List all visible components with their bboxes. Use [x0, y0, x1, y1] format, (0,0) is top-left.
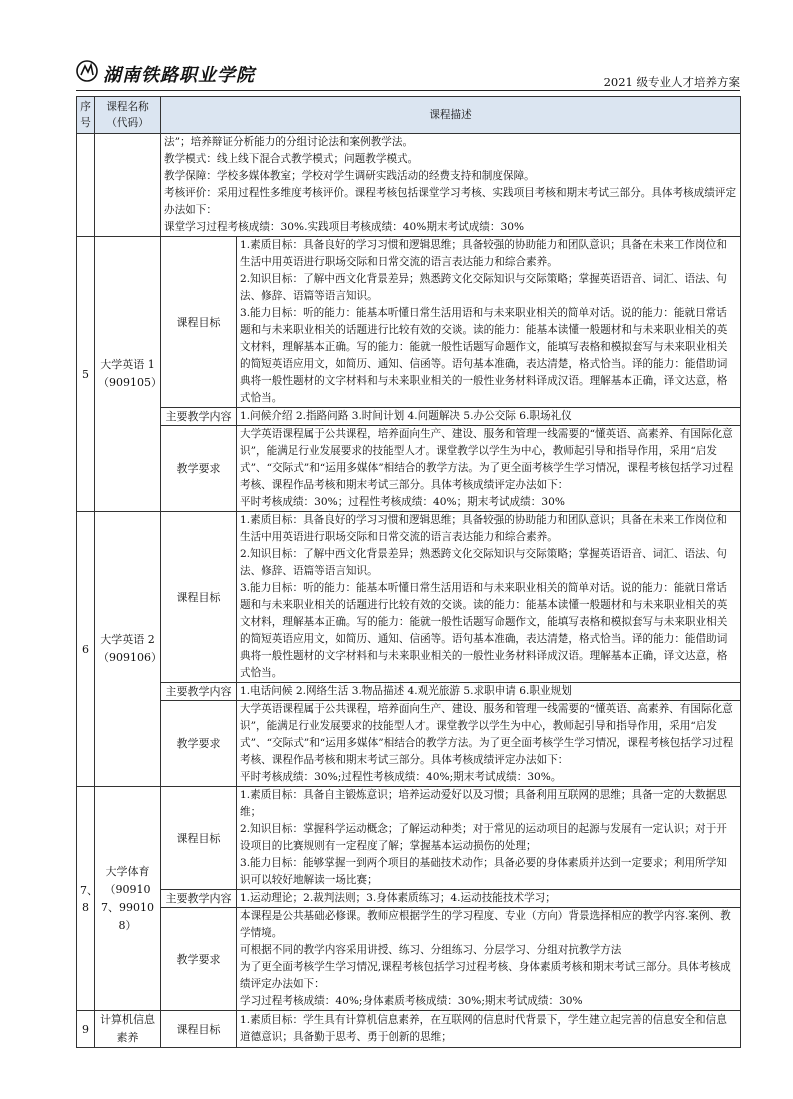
course-no: 7、8: [77, 787, 95, 1011]
desc-line: 1.素质目标：具备自主锻炼意识；培养运动爱好以及习惯；具备利用互联网的思维；具备一定的大数据思维；: [240, 789, 727, 818]
row-label: 课程目标: [161, 787, 237, 890]
header-no: 序号: [77, 97, 95, 134]
row-desc: [237, 237, 741, 408]
continuation-desc: [161, 134, 741, 237]
continuation-no: [77, 134, 95, 237]
row-label: 课程目标: [161, 237, 237, 408]
course-name: 大学英语 2: [100, 633, 155, 646]
desc-line: 大学英语课程属于公共课程，培养面向生产、建设、服务和管理一线需要的“懂英语、高素养、有国际化意识”，能满足行业发展要求的技能型人才。课堂教学以学生为中心，教师起引导和指导作用，采用“启发式”、“交际式”和“运用多媒体”相结合的教学方法。为了更全面考核学生学习情况，课程考核包括学习过程考核、课程作品考核和期末考试三部分。具体考核成绩评定办法如下：: [240, 428, 734, 491]
row-label: 教学要求: [161, 701, 237, 787]
row-desc: [237, 701, 741, 787]
desc-line: 教学模式：线上线下混合式教学模式；问题教学模式。: [164, 153, 419, 165]
row-desc: [237, 408, 741, 426]
desc-line: 3.能力目标：听的能力：能基本听懂日常生活用语和与未来职业相关的简单对话。说的能力：能就日常话题和与未来职业相关的话题进行比较有效的交谈。读的能力：能基本读懂一般题材和与未来职业相关的英文材料，理解基本正确。写的能力：能就一般性话题写命题作文，能填写表格和模拟套写与未来职业相关的简短英语应用文，如简历、通知、信函等。语句基本准确，表达清楚，格式恰当。译的能力：能借助词典将一般性题材的文字材料和与未来职业相关的一般性业务材料译成汉语。理解基本正确，译文达意，格式恰当。: [240, 307, 728, 404]
course-name-cell: [95, 1011, 161, 1048]
table-row: [77, 908, 741, 1011]
table-row: [77, 237, 741, 408]
course-code: （909107、990108）: [101, 882, 154, 932]
row-desc: [237, 512, 741, 683]
course-table: [76, 96, 741, 1048]
course-name: 大学英语 1: [100, 358, 155, 371]
table-row: [77, 408, 741, 426]
desc-line: 本课程是公共基础必修课。教师应根据学生的学习程度、专业（方向）背景选择相应的教学内容.案例、教学情境。: [240, 910, 731, 939]
desc-line: 课堂学习过程考核成绩：30%.实践项目考核成绩：40%期末考试成绩：30%: [164, 221, 525, 233]
table-row: [77, 426, 741, 512]
table-row: [77, 787, 741, 890]
row-label: 教学要求: [161, 426, 237, 512]
row-label: 主要教学内容: [161, 683, 237, 701]
desc-line: 可根据不同的教学内容采用讲授、练习、分组练习、分层学习、分组对抗教学方法: [240, 944, 622, 956]
continuation-course: [95, 134, 161, 237]
continuation-row: [77, 134, 741, 237]
school-logo-icon: [76, 60, 98, 82]
table-row: [77, 683, 741, 701]
page-header: [76, 60, 740, 90]
course-name-cell: [95, 787, 161, 1011]
desc-line: 1.运动理论；2.裁判法则；3.身体素质练习；4.运动技能技术学习；: [240, 892, 556, 904]
row-label: 课程目标: [161, 512, 237, 683]
desc-line: 平时考核成绩：30%;过程性考核成绩：40%;期末考试成绩：30%。: [240, 771, 562, 783]
table-row: [77, 512, 741, 683]
row-desc: [237, 426, 741, 512]
row-desc: [237, 890, 741, 908]
course-name: 计算机信息素养: [100, 1013, 155, 1044]
course-code: （909106）: [98, 651, 162, 664]
desc-line: 教学保障：学校多媒体教室；学校对学生调研实践活动的经费支持和制度保障。: [164, 170, 535, 182]
course-name-cell: [95, 237, 161, 512]
row-label: 主要教学内容: [161, 890, 237, 908]
row-desc: [237, 908, 741, 1011]
desc-line: 3.能力目标：听的能力：能基本听懂日常生活用语和与未来职业相关的简单对话。说的能力：能就日常话题和与未来职业相关的话题进行比较有效的交谈。读的能力：能基本读懂一般题材和与未来职业相关的英文材料，理解基本正确。写的能力：能就一般性话题写命题作文，能填写表格和模拟套写与未来职业相关的简短英语应用文，如简历、通知、信函等。语句基本准确，表达清楚，格式恰当。译的能力：能借助词典将一般性题材的文字材料和与未来职业相关的一般性业务材料译成汉语。理解基本正确，译文达意，格式恰当。: [240, 582, 728, 679]
table-row: [77, 890, 741, 908]
desc-line: 平时考核成绩：30%；过程性考核成绩：40%；期末考试成绩：30%: [240, 496, 565, 508]
desc-line: 法”；培养辩证分析能力的分组讨论法和案例教学法。: [164, 136, 414, 148]
desc-line: 学习过程考核成绩：40%;身体素质考核成绩：30%;期末考试成绩：30%: [240, 995, 583, 1007]
course-code: （909105）: [98, 376, 162, 389]
desc-line: 1.素质目标：学生具有计算机信息素养，在互联网的信息时代背景下，学生建立起完善的信息安全和信息道德意识；具备勤于思考、勇于创新的思维；: [240, 1014, 727, 1043]
desc-line: 3.能力目标：能够掌握一到两个项目的基础技术动作；具备必要的身体素质并达到一定要求；利用所学知识可以较好地解读一场比赛；: [240, 857, 727, 886]
table-header-row: [77, 97, 741, 134]
course-no: 9: [77, 1011, 95, 1048]
row-label: 主要教学内容: [161, 408, 237, 426]
row-desc: [237, 683, 741, 701]
row-desc: [237, 1011, 741, 1048]
desc-line: 1.素质目标：具备良好的学习习惯和逻辑思维；具备较强的协助能力和团队意识；具备在未来工作岗位和生活中用英语进行职场交际和日常交流的语言表达能力和综合素养。: [240, 514, 727, 543]
header-divider: [76, 90, 740, 91]
course-name: 大学体育: [105, 864, 150, 878]
course-no: 5: [77, 237, 95, 512]
row-label: 课程目标: [161, 1011, 237, 1048]
desc-line: 为了更全面考核学生学习情况,课程考核包括学习过程考核、身体素质考核和期末考试三部分。具体考核成绩评定办法如下：: [240, 961, 731, 990]
desc-line: 大学英语课程属于公共课程，培养面向生产、建设、服务和管理一线需要的“懂英语、高素养、有国际化意识”，能满足行业发展要求的技能型人才。课堂教学以学生为中心，教师起引导和指导作用，采用“启发式”、“交际式”和“运用多媒体”相结合的教学方法。为了更全面考核学生学习情况，课程考核包括学习过程考核、课程作品考核和期末考试三部分。具体考核成绩评定办法如下：: [240, 703, 734, 766]
document-title: 2021 级专业人才培养方案: [603, 75, 740, 89]
course-name-cell: [95, 512, 161, 787]
desc-line: 1.素质目标：具备良好的学习习惯和逻辑思维；具备较强的协助能力和团队意识；具备在未来工作岗位和生活中用英语进行职场交际和日常交流的语言表达能力和综合素养。: [240, 239, 727, 268]
desc-line: 2.知识目标：了解中西文化背景差异；熟悉跨文化交际知识与交际策略；掌握英语语音、词汇、语法、句法、修辞、语篇等语言知识。: [240, 273, 727, 302]
desc-line: 2.知识目标：了解中西文化背景差异；熟悉跨文化交际知识与交际策略；掌握英语语音、词汇、语法、句法、修辞、语篇等语言知识。: [240, 548, 727, 577]
desc-line: 1.问候介绍 2.指路问路 3.时间计划 4.问题解决 5.办公交际 6.职场礼仪: [240, 410, 572, 422]
school-name: 湖南铁路职业学院: [103, 65, 255, 86]
header-desc: 课程描述: [161, 97, 741, 134]
row-label: 教学要求: [161, 908, 237, 1011]
course-no: 6: [77, 512, 95, 787]
desc-line: 1.电话问候 2.网络生活 3.物品描述 4.观光旅游 5.求职申请 6.职业规划: [240, 685, 572, 697]
table-row: [77, 701, 741, 787]
header-course: 课程名称（代码）: [95, 97, 161, 134]
table-row: [77, 1011, 741, 1048]
desc-line: 2.知识目标：掌握科学运动概念；了解运动种类；对于常见的运动项目的起源与发展有一定认识；对于开设项目的比赛规则有一定程度了解；掌握基本运动损伤的处理；: [240, 823, 727, 852]
desc-line: 考核评价：采用过程性多维度考核评价。课程考核包括课堂学习考核、实践项目考核和期末考试三部分。具体考核成绩评定办法如下：: [164, 187, 737, 216]
row-desc: [237, 787, 741, 890]
